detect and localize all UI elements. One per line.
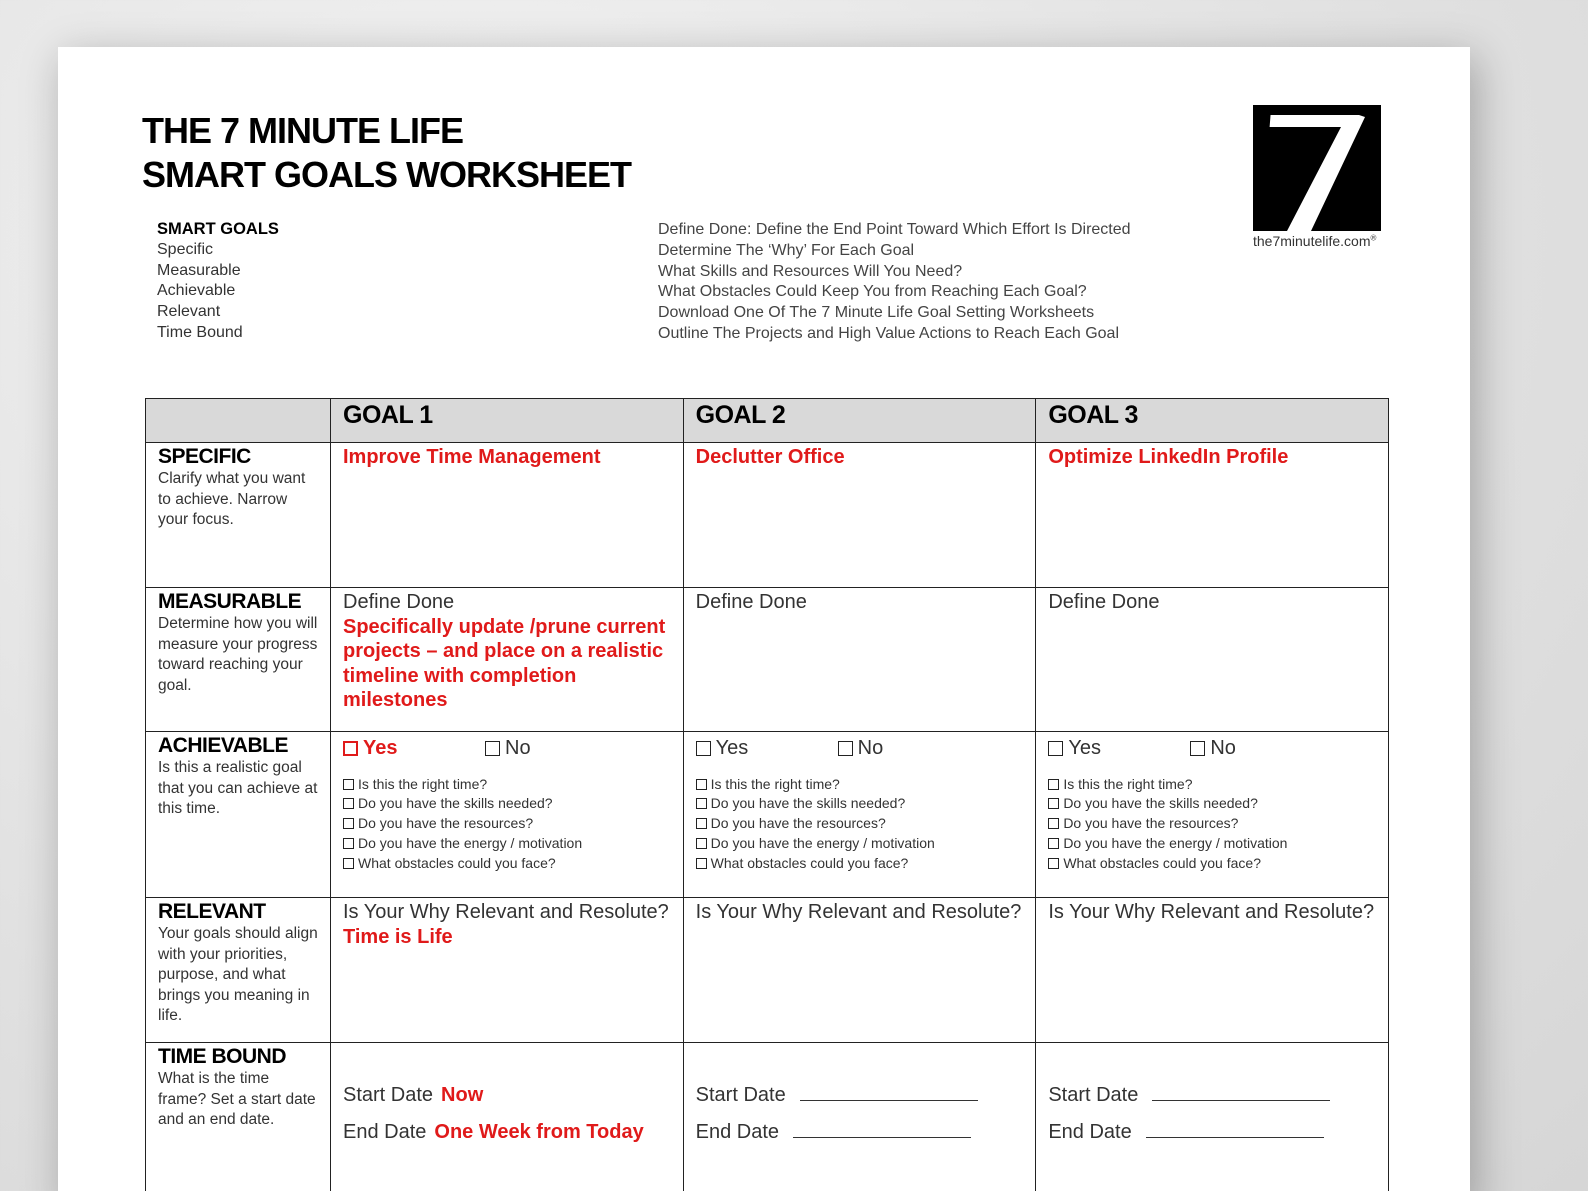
row-achievable	[146, 732, 1389, 898]
row-label-achievable: ACHIEVABLE Is this a realistic goal that you can achieve at this time.	[146, 732, 331, 898]
row-measurable	[146, 588, 1389, 732]
row-label-time-bound: TIME BOUND What is the time frame? Set a start date and an end date.	[146, 1043, 331, 1191]
smart-item-measurable: Measurable	[157, 261, 241, 279]
checklist	[696, 775, 1024, 874]
row-relevant	[146, 898, 1389, 1043]
header-goal-2: GOAL 2	[683, 399, 1036, 443]
blank-line	[1152, 1083, 1330, 1101]
row-label-measurable: MEASURABLE Determine how you will measure your progress toward reaching your goal.	[146, 588, 331, 732]
checkbox-icon	[343, 741, 358, 756]
checkbox-icon	[1048, 779, 1059, 790]
goal-3-specific[interactable]: Optimize LinkedIn Profile	[1036, 443, 1389, 588]
checkbox-icon	[343, 858, 354, 869]
goal-3-relevant[interactable]	[1036, 898, 1389, 1043]
goal-3-measurable[interactable]	[1036, 588, 1389, 732]
worksheet-page	[58, 47, 1470, 1191]
row-label-relevant: RELEVANT Your goals should align with your priorities, purpose, and what brings you meaning in life.	[146, 898, 331, 1043]
checkbox-icon	[696, 858, 707, 869]
table-header-row	[146, 399, 1389, 443]
checklist-item[interactable]: Do you have the energy / motivation	[1048, 834, 1376, 854]
checkbox-icon	[343, 818, 354, 829]
checkbox-icon	[1048, 741, 1063, 756]
seven-logo-icon	[1253, 105, 1381, 231]
checkbox-icon	[1048, 838, 1059, 849]
checklist-item[interactable]: Do you have the resources?	[696, 814, 1024, 834]
start-date-field[interactable]: Start Date	[1048, 1077, 1376, 1114]
start-date-field[interactable]: Start Date	[696, 1077, 1024, 1114]
end-date-field[interactable]: End Date One Week from Today	[343, 1121, 644, 1143]
checkbox-icon	[1048, 818, 1059, 829]
start-date-field[interactable]: Start Date Now	[343, 1084, 484, 1106]
page-title	[142, 109, 631, 197]
goal-3-achievable	[1036, 732, 1389, 898]
smart-item-time-bound: Time Bound	[157, 323, 243, 341]
goal-3-time-bound	[1036, 1043, 1389, 1191]
goal-2-specific[interactable]: Declutter Office	[683, 443, 1036, 588]
checkbox-icon	[696, 798, 707, 809]
goal-2-measurable[interactable]	[683, 588, 1036, 732]
goal-1-relevant[interactable]	[331, 898, 684, 1043]
checklist	[1048, 775, 1376, 874]
goal-3-yes-checkbox[interactable]: Yes	[1048, 736, 1190, 761]
brand-logo	[1253, 105, 1393, 249]
header-blank	[146, 399, 331, 443]
goal-1-yes-checkbox[interactable]: Yes	[343, 736, 485, 761]
smart-goals-heading: SMART GOALS	[157, 220, 279, 238]
step-item: What Skills and Resources Will You Need?	[658, 262, 963, 280]
step-item: Download One Of The 7 Minute Life Goal Setting Worksheets	[658, 304, 1095, 322]
checklist-item[interactable]: Do you have the skills needed?	[343, 794, 671, 814]
step-item: What Obstacles Could Keep You from Reaching Each Goal?	[658, 283, 1087, 301]
blank-line	[800, 1083, 978, 1101]
goal-1-no-checkbox[interactable]: No	[485, 736, 627, 761]
checklist-item[interactable]: Is this the right time?	[1048, 775, 1376, 795]
checkbox-icon	[696, 838, 707, 849]
goal-2-no-checkbox[interactable]: No	[838, 736, 980, 761]
step-item: Determine The ‘Why’ For Each Goal	[658, 241, 915, 259]
goal-2-relevant[interactable]	[683, 898, 1036, 1043]
checklist	[343, 775, 671, 874]
checklist-item[interactable]: What obstacles could you face?	[343, 854, 671, 874]
checklist-item[interactable]: Is this the right time?	[696, 775, 1024, 795]
goal-2-yes-checkbox[interactable]: Yes	[696, 736, 838, 761]
goal-1-achievable	[331, 732, 684, 898]
goal-2-time-bound	[683, 1043, 1036, 1191]
goal-1-time-bound	[331, 1043, 684, 1191]
header-goal-3: GOAL 3	[1036, 399, 1389, 443]
smart-item-relevant: Relevant	[157, 303, 221, 321]
relevant-question: Is Your Why Relevant and Resolute?	[695, 901, 1022, 923]
define-done-label: Define Done	[1048, 591, 1160, 613]
title-line-2: SMART GOALS WORKSHEET	[142, 154, 631, 195]
checkbox-icon	[696, 779, 707, 790]
blank-line	[1146, 1120, 1324, 1138]
checklist-item[interactable]: Do you have the skills needed?	[696, 794, 1024, 814]
checklist-item[interactable]: Do you have the resources?	[343, 814, 671, 834]
goal-3-no-checkbox[interactable]: No	[1190, 736, 1332, 761]
checkbox-icon	[696, 741, 711, 756]
title-line-1: THE 7 MINUTE LIFE	[142, 110, 464, 151]
checkbox-icon	[1048, 798, 1059, 809]
goal-1-measurable[interactable]	[331, 588, 684, 732]
step-item: Outline The Projects and High Value Actions to Reach Each Goal	[658, 324, 1120, 342]
smart-item-achievable: Achievable	[157, 282, 236, 300]
logo-url: the7minutelife.com®	[1253, 233, 1377, 249]
checklist-item[interactable]: Is this the right time?	[343, 775, 671, 795]
end-date-field[interactable]: End Date	[696, 1114, 1024, 1151]
checkbox-icon	[343, 798, 354, 809]
goal-2-achievable	[683, 732, 1036, 898]
checklist-item[interactable]: Do you have the skills needed?	[1048, 794, 1376, 814]
checkbox-icon	[1190, 741, 1205, 756]
checklist-item[interactable]: Do you have the resources?	[1048, 814, 1376, 834]
checkbox-icon	[343, 838, 354, 849]
checkbox-icon	[343, 779, 354, 790]
relevant-question: Is Your Why Relevant and Resolute?	[343, 901, 669, 923]
checkbox-icon	[1048, 858, 1059, 869]
steps-list	[658, 220, 1131, 345]
checkbox-icon	[485, 741, 500, 756]
checklist-item[interactable]: Do you have the energy / motivation	[696, 834, 1024, 854]
checklist-item[interactable]: What obstacles could you face?	[696, 854, 1024, 874]
row-time-bound	[146, 1043, 1389, 1191]
header-goal-1: GOAL 1	[331, 399, 684, 443]
step-item: Define Done: Define the End Point Toward Which Effort Is Directed	[658, 221, 1131, 238]
goal-1-relevant-value: Time is Life	[343, 925, 453, 948]
goal-1-specific[interactable]: Improve Time Management	[331, 443, 684, 588]
checklist-item[interactable]: What obstacles could you face?	[1048, 854, 1376, 874]
end-date-field[interactable]: End Date	[1048, 1114, 1376, 1151]
define-done-label: Define Done	[695, 591, 807, 613]
row-label-specific: SPECIFIC Clarify what you want to achieve. Narrow your focus.	[146, 443, 331, 588]
row-specific	[146, 443, 1389, 588]
relevant-question: Is Your Why Relevant and Resolute?	[1048, 901, 1375, 923]
goal-1-measurable-value: Specifically update /prune current projects – and place on a realistic timeline with completion milestones	[343, 615, 666, 711]
blank-line	[793, 1120, 971, 1138]
checkbox-icon	[838, 741, 853, 756]
checklist-item[interactable]: Do you have the energy / motivation	[343, 834, 671, 854]
checkbox-icon	[696, 818, 707, 829]
smart-item-specific: Specific	[157, 240, 214, 258]
smart-goals-table	[145, 398, 1389, 1191]
define-done-label: Define Done	[343, 591, 455, 613]
smart-goals-list	[157, 219, 279, 344]
